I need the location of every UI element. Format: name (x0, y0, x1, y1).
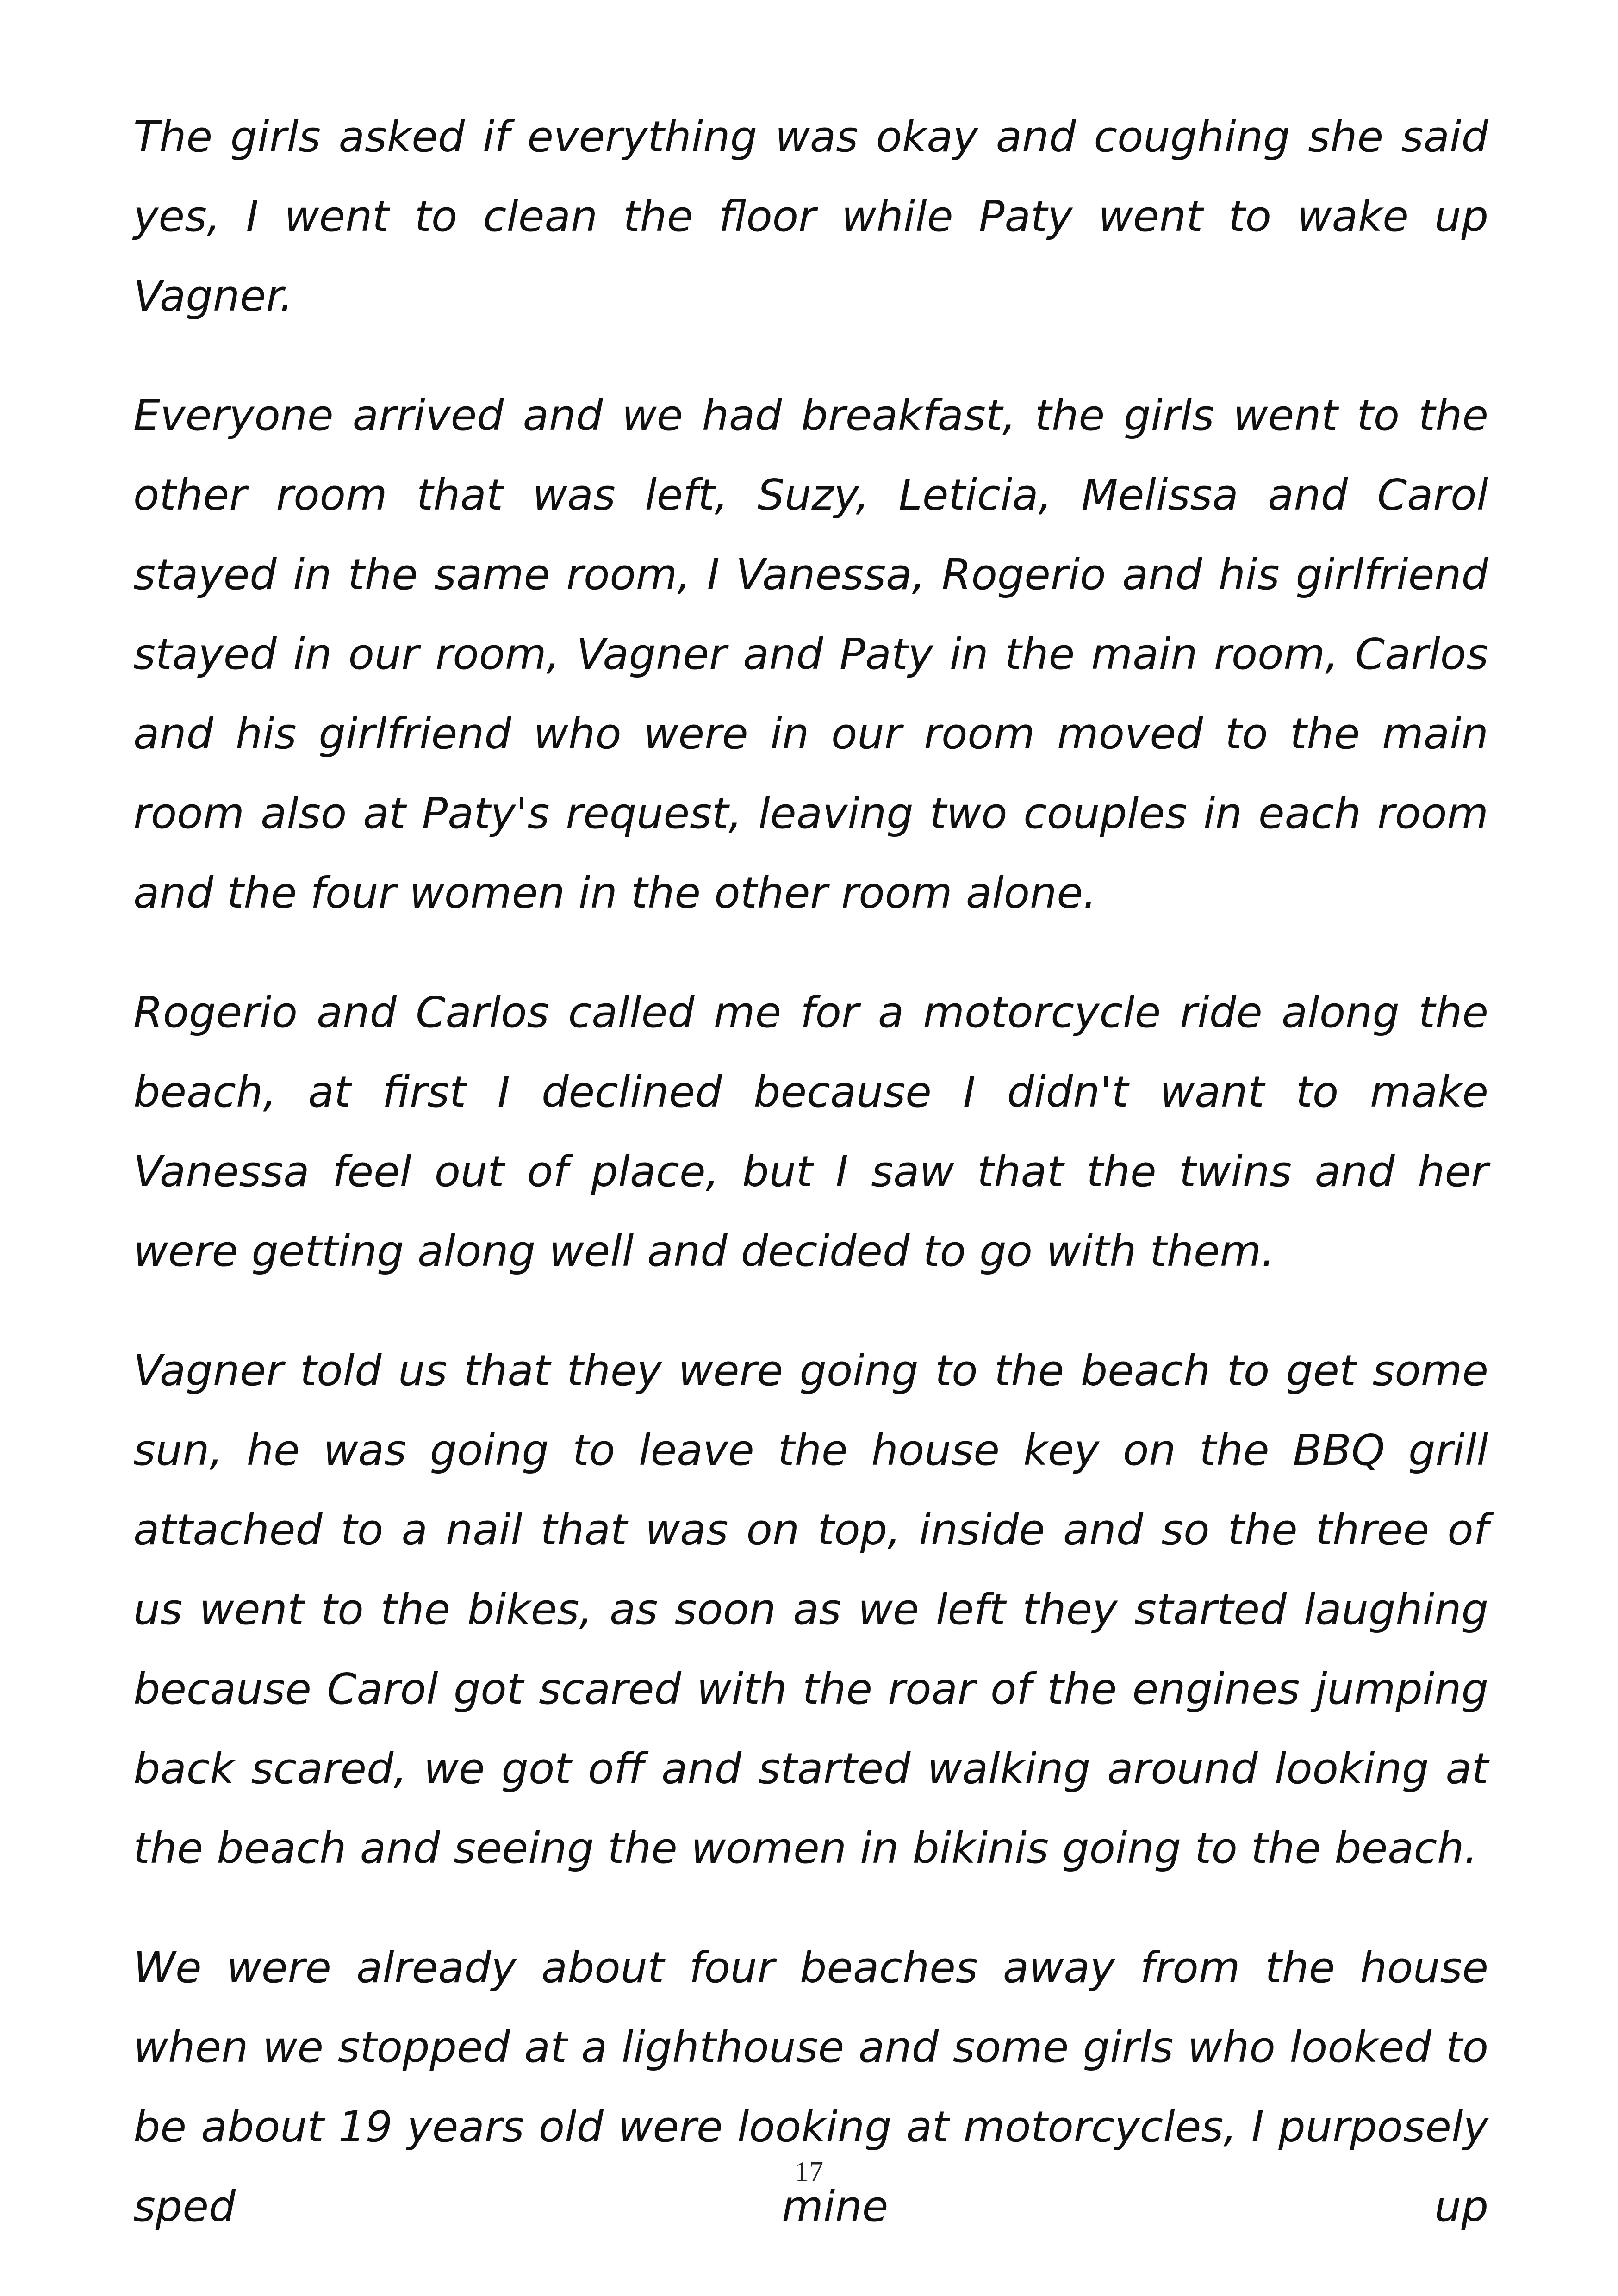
paragraph: Vagner told us that they were going to the beach to get some sun, he was going to leave the house key on the BBQ grill attached to a nail that was on top, inside and so the three of us went to the bikes, as soon as we left they started laughing because Carol got scared with the roar of the engines jumping back scared, we got off and started walking around looking at the beach and seeing the women in bikinis going to the beach. (133, 1346, 1488, 1873)
paragraph: Everyone arrived and we had breakfast, the girls went to the other room that was left, Suzy, Leticia, Melissa and Carol stayed in the same room, I Vanessa, Rogerio and his girlfriend stayed in our room, Vagner and Paty in the main room, Carlos and his girlfriend who were in our room moved to the main room also at Paty's request, leaving two couples in each room and the four women in the other room alone. (133, 391, 1488, 918)
document-page (133, 97, 1488, 2246)
paragraph: Rogerio and Carlos called me for a motorcycle ride along the beach, at first I declined because I didn't want to make Vanessa feel out of place, but I saw that the twins and her were getting along well and decided to go with them. (133, 988, 1488, 1276)
paragraph: The girls asked if everything was okay and coughing she said yes, I went to clean the floor while Paty went to wake up Vagner. (133, 112, 1488, 321)
paragraph: We were already about four beaches away from the house when we stopped at a lighthouse and some girls who looked to be about 19 years old were looking at motorcycles, I purposely sped mine up (133, 1943, 1488, 2231)
page-number: 17 (795, 2156, 823, 2188)
